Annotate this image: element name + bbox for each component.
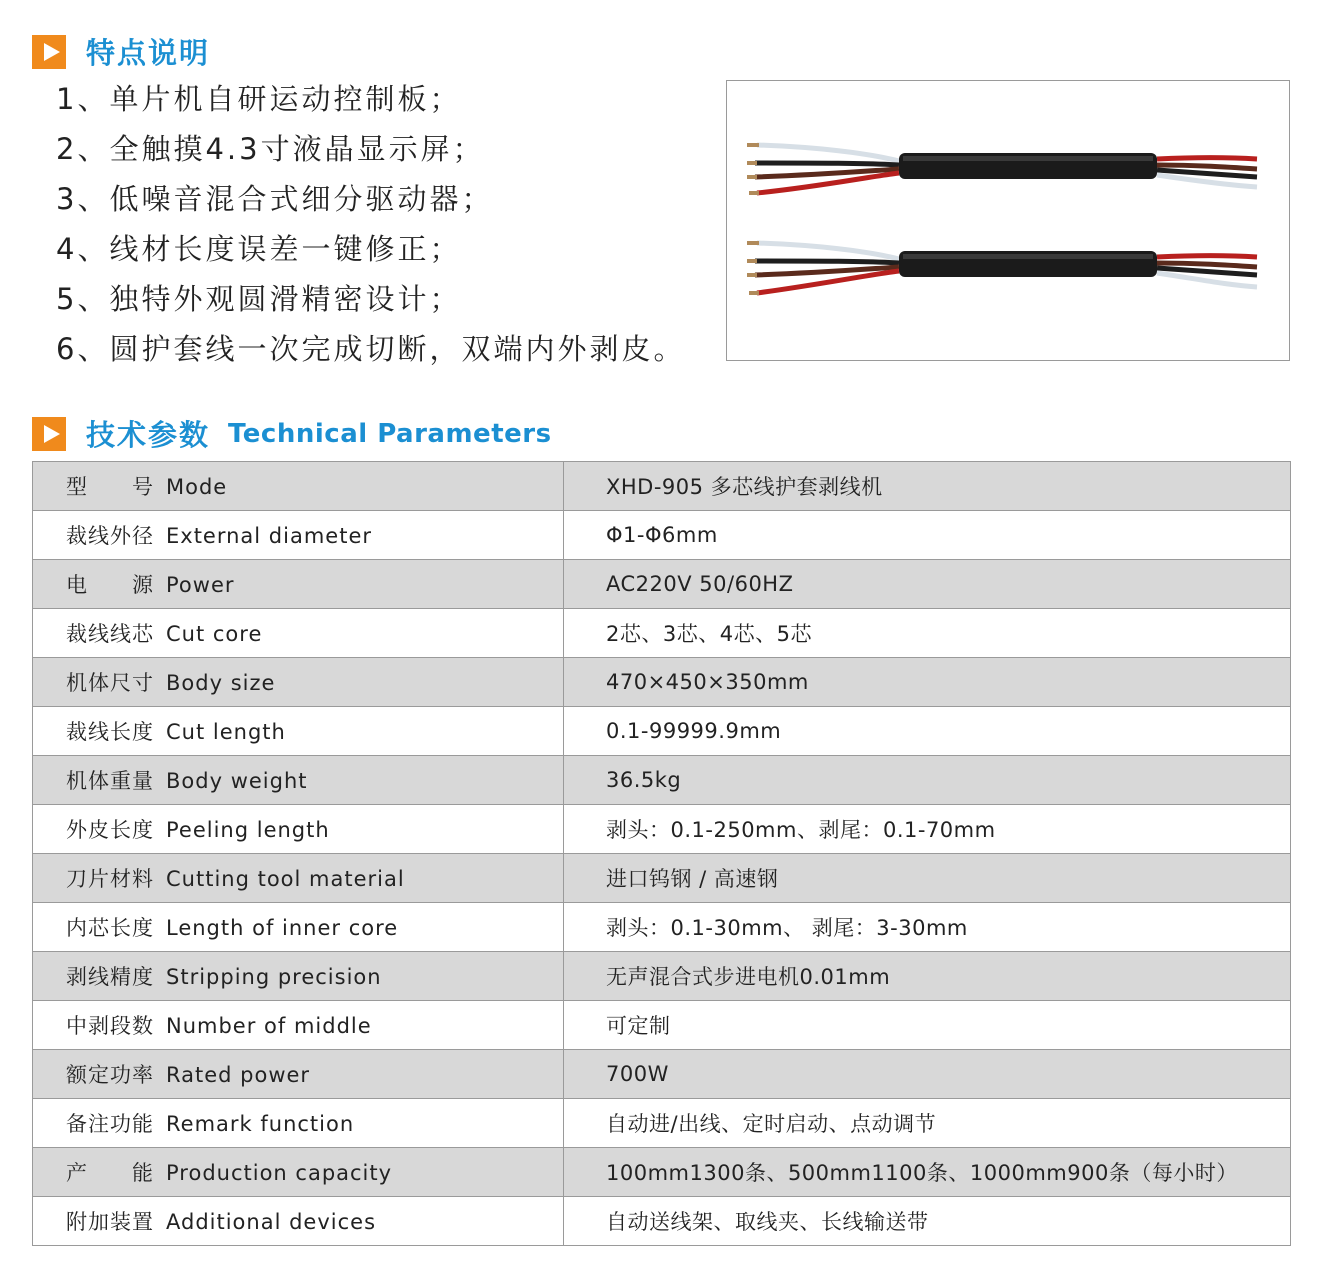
feature-item: 2、全触摸4.3寸液晶显示屏； xyxy=(56,132,485,166)
param-label-en: Length of inner core xyxy=(166,916,399,940)
cable-sample xyxy=(747,241,1257,295)
param-value: 自动进/出线、定时启动、点动调节 xyxy=(564,1099,1291,1148)
params-table xyxy=(32,461,1291,1246)
param-value: 无声混合式步进电机0.01mm xyxy=(564,952,1291,1001)
param-label-cell xyxy=(33,1050,564,1099)
param-value: 进口钨钢 / 高速钢 xyxy=(564,854,1291,903)
param-value: 36.5kg xyxy=(564,756,1291,805)
param-label-cell xyxy=(33,707,564,756)
table-row xyxy=(33,952,1291,1001)
params-title-en: Technical Parameters xyxy=(228,418,552,449)
param-label-en: Peeling length xyxy=(166,818,330,842)
params-table-body xyxy=(33,462,1291,1246)
params-header xyxy=(32,413,552,454)
table-row xyxy=(33,511,1291,560)
table-row xyxy=(33,1001,1291,1050)
param-value: 2芯、3芯、4芯、5芯 xyxy=(564,609,1291,658)
param-label-cell xyxy=(33,854,564,903)
param-label-cn: 内芯长度 xyxy=(66,916,154,940)
table-row xyxy=(33,1099,1291,1148)
param-label-cell xyxy=(33,805,564,854)
param-label-en: Cutting tool material xyxy=(166,867,405,891)
param-label-cell xyxy=(33,560,564,609)
features-list xyxy=(56,74,685,374)
param-label-en: Rated power xyxy=(166,1063,311,1087)
param-label-cn: 型 号 xyxy=(66,475,154,499)
param-label-cn: 剥线精度 xyxy=(66,965,154,989)
param-label-cn: 中剥段数 xyxy=(66,1014,154,1038)
param-value: 700W xyxy=(564,1050,1291,1099)
param-label-en: Body weight xyxy=(166,769,308,793)
param-label-cell xyxy=(33,1148,564,1197)
param-label-cell xyxy=(33,1001,564,1050)
param-label-cn: 产 能 xyxy=(66,1161,154,1185)
param-label-cn: 机体尺寸 xyxy=(66,671,154,695)
cable-photo xyxy=(726,80,1290,361)
param-label-en: External diameter xyxy=(166,524,372,548)
param-value: 可定制 xyxy=(564,1001,1291,1050)
param-label-en: Cut length xyxy=(166,720,286,744)
param-label-cell xyxy=(33,462,564,511)
param-label-cell xyxy=(33,756,564,805)
param-label-en: Additional devices xyxy=(166,1210,377,1234)
table-row xyxy=(33,560,1291,609)
param-label-cn: 备注功能 xyxy=(66,1112,154,1136)
param-value: AC220V 50/60HZ xyxy=(564,560,1291,609)
param-label-cn: 附加装置 xyxy=(66,1210,154,1234)
param-label-cn: 电 源 xyxy=(66,573,154,597)
param-label-cn: 裁线长度 xyxy=(66,720,154,744)
param-label-en: Stripping precision xyxy=(166,965,382,989)
param-value: 0.1-99999.9mm xyxy=(564,707,1291,756)
param-value: 470×450×350mm xyxy=(564,658,1291,707)
param-label-cn: 刀片材料 xyxy=(66,867,154,891)
param-label-cell xyxy=(33,609,564,658)
param-label-en: Number of middle xyxy=(166,1014,372,1038)
cable-sample xyxy=(747,143,1257,195)
feature-item: 4、线材长度误差一键修正； xyxy=(56,232,462,266)
feature-item: 3、低噪音混合式细分驱动器； xyxy=(56,182,494,216)
table-row xyxy=(33,707,1291,756)
param-label-cn: 机体重量 xyxy=(66,769,154,793)
table-row xyxy=(33,1197,1291,1246)
param-label-en: Body size xyxy=(166,671,276,695)
table-row xyxy=(33,462,1291,511)
param-label-cn: 额定功率 xyxy=(66,1063,154,1087)
table-row xyxy=(33,756,1291,805)
feature-item: 1、单片机自研运动控制板； xyxy=(56,82,462,116)
param-value: 100mm1300条、500mm1100条、1000mm900条（每小时） xyxy=(564,1148,1291,1197)
param-value: XHD-905 多芯线护套剥线机 xyxy=(564,462,1291,511)
table-row xyxy=(33,903,1291,952)
features-header xyxy=(32,31,210,72)
table-row xyxy=(33,658,1291,707)
param-value: 剥头：0.1-250mm、剥尾：0.1-70mm xyxy=(564,805,1291,854)
param-value: Φ1-Φ6mm xyxy=(564,511,1291,560)
param-label-en: Remark function xyxy=(166,1112,355,1136)
param-label-cell xyxy=(33,1197,564,1246)
cable-illustration xyxy=(727,81,1289,360)
play-arrow-icon xyxy=(32,417,66,451)
param-label-cn: 外皮长度 xyxy=(66,818,154,842)
table-row xyxy=(33,1050,1291,1099)
param-value: 自动送线架、取线夹、长线输送带 xyxy=(564,1197,1291,1246)
params-title-cn: 技术参数 xyxy=(86,418,211,452)
param-label-cn: 裁线线芯 xyxy=(66,622,154,646)
param-label-cell xyxy=(33,952,564,1001)
param-label-cell xyxy=(33,658,564,707)
param-value: 剥头：0.1-30mm、 剥尾：3-30mm xyxy=(564,903,1291,952)
param-label-cell xyxy=(33,511,564,560)
table-row xyxy=(33,1148,1291,1197)
table-row xyxy=(33,609,1291,658)
play-arrow-icon xyxy=(32,35,66,69)
param-label-en: Cut core xyxy=(166,622,263,646)
param-label-en: Mode xyxy=(166,475,228,499)
param-label-en: Power xyxy=(166,573,235,597)
param-label-cell xyxy=(33,1099,564,1148)
features-title: 特点说明 xyxy=(86,36,211,70)
feature-item: 5、独特外观圆滑精密设计； xyxy=(56,282,462,316)
param-label-cell xyxy=(33,903,564,952)
param-label-cn: 裁线外径 xyxy=(66,524,154,548)
table-row xyxy=(33,805,1291,854)
param-label-en: Production capacity xyxy=(166,1161,393,1185)
table-row xyxy=(33,854,1291,903)
feature-item: 6、圆护套线一次完成切断，双端内外剥皮。 xyxy=(56,332,686,366)
